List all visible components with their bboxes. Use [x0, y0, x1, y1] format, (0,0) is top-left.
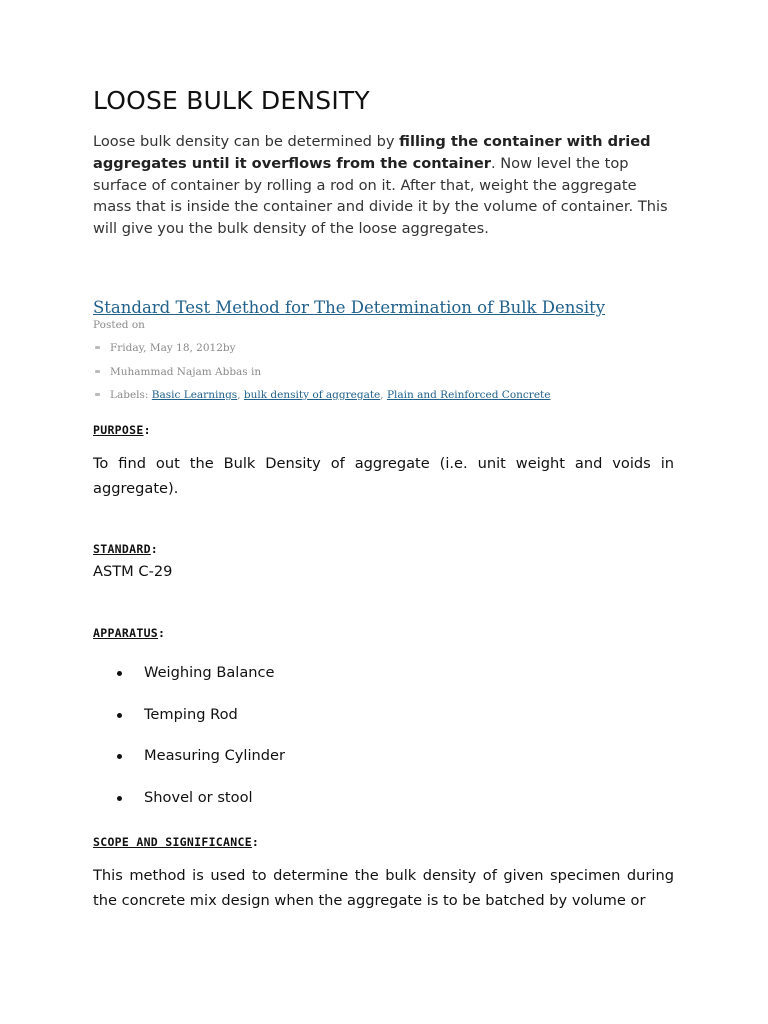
posted-on-label: Posted on [93, 319, 145, 331]
labels-prefix: Labels: [110, 389, 152, 401]
purpose-heading-text: PURPOSE [93, 423, 144, 437]
intro-text-start: Loose bulk density can be determined by [93, 133, 400, 150]
label-link-bulk-density[interactable]: bulk density of aggregate [243, 389, 381, 401]
purpose-text: To find out the Bulk Density of aggregate (i.e. unit weight and voids in aggregate). [93, 455, 674, 497]
intro-text-end: . Now level the top surface of container by rolling a rod on it. After that, weight the aggregate mass that is inside the container and divide it by the volume of container. This will give you the bulk density of the loose aggregates. [93, 154, 668, 238]
intro-bold-text: filling the container with dried aggregates until it overflows from the container [93, 133, 651, 172]
label-link-plain-reinforced-concrete[interactable]: Plain and Reinforced Concrete [386, 389, 551, 401]
standard-heading-text: STANDARD [93, 542, 151, 556]
scope-heading-colon: : [251, 835, 260, 849]
standard-heading [93, 542, 158, 556]
label-separator: , [380, 389, 387, 401]
post-author-text: Muhammad Najam Abbas in [110, 365, 262, 378]
list-item: Weighing Balance [93, 663, 285, 705]
page-title: LOOSE BULK DENSITY [93, 86, 370, 115]
label-separator: , [237, 389, 244, 401]
post-author [93, 364, 550, 388]
list-item: Shovel or stool [93, 788, 285, 830]
apparatus-heading-text: APPARATUS [93, 626, 159, 640]
post-labels [93, 387, 550, 411]
post-date-text: Friday, May 18, 2012by [110, 342, 236, 354]
scope-text: This method is used to determine the bulk density of given specimen during the concrete mix design when the aggregate is to be batched by volume or [93, 867, 674, 909]
post-date [93, 340, 550, 364]
intro-paragraph [93, 131, 674, 240]
list-item: Measuring Cylinder [93, 746, 285, 788]
list-item: Temping Rod [93, 705, 285, 747]
purpose-heading [93, 423, 151, 437]
post-title-link[interactable]: Standard Test Method for The Determination of Bulk Density [93, 298, 606, 317]
apparatus-heading-colon: : [158, 626, 166, 640]
purpose-heading-colon: : [143, 423, 151, 437]
scope-heading [93, 835, 259, 849]
scope-heading-text: SCOPE AND SIGNIFICANCE [93, 835, 252, 849]
apparatus-list [93, 663, 285, 830]
post-meta-list [93, 340, 550, 411]
label-link-basic-learnings[interactable]: Basic Learnings [151, 389, 238, 401]
apparatus-heading [93, 626, 165, 640]
standard-heading-colon: : [150, 542, 159, 556]
standard-value: ASTM C-29 [93, 563, 173, 580]
